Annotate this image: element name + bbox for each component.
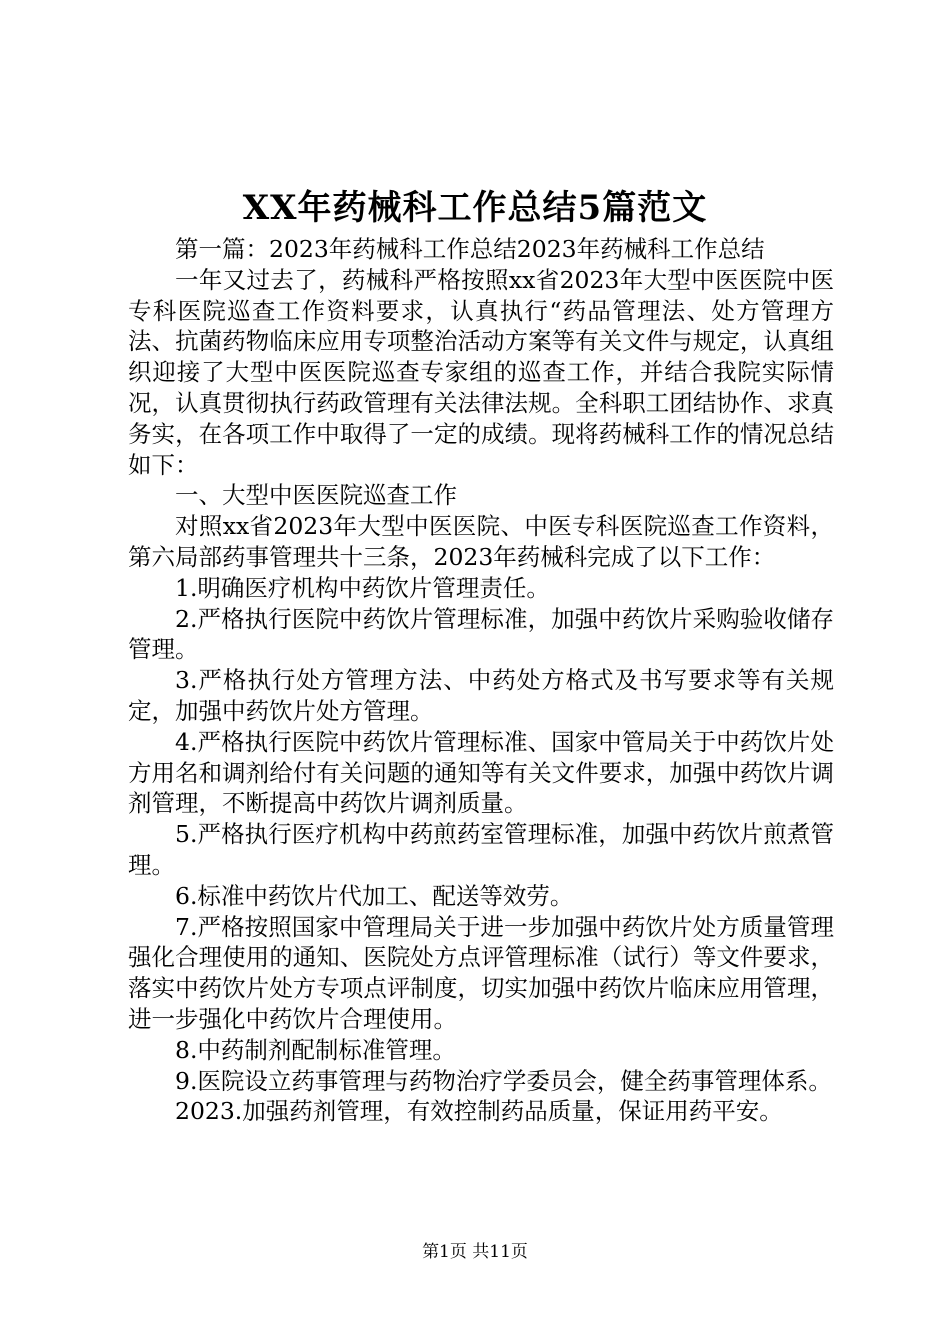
list-item: 2.严格执行医院中药饮片管理标准，加强中药饮片采购验收储存管理。	[128, 604, 834, 664]
list-item: 2023.加强药剂管理，有效控制药品质量，保证用药平安。	[175, 1097, 783, 1126]
list-item: 7.严格按照国家中管理局关于进一步加强中药饮片处方质量管理强化合理使用的通知、医院处方点评管理标准（试行）等文件要求，落实中药饮片处方专项点评制度，切实加强中药饮片临床应用管理，进一步强化中药饮片合理使用。	[128, 912, 834, 1033]
list-item: 4.严格执行医院中药饮片管理标准、国家中管局关于中药饮片处方用名和调剂给付有关问题的通知等有关文件要求，加强中药饮片调剂管理，不断提高中药饮片调剂质量。	[128, 727, 834, 818]
list-item: 9.医院设立药事管理与药物治疗学委员会，健全药事管理体系。	[175, 1066, 832, 1095]
section-heading-first: 第一篇：2023年药械科工作总结2023年药械科工作总结	[175, 235, 765, 263]
intro-paragraph: 一年又过去了，药械科严格按照xx省2023年大型中医医院中医专科医院巡查工作资料要求，认真执行“药品管理法、处方管理方法、抗菌药物临床应用专项整治活动方案等有关文件与规定，认真组织迎接了大型中医医院巡查专家组的巡查工作，并结合我院实际情况，认真贯彻执行药政管理有关法律法规。全科职工团结协作、求真务实，在各项工作中取得了一定的成绩。现将药械科工作的情况总结如下：	[128, 265, 834, 479]
list-item: 8.中药制剂配制标准管理。	[175, 1035, 456, 1064]
list-item: 1.明确医疗机构中药饮片管理责任。	[175, 573, 550, 602]
list-item: 3.严格执行处方管理方法、中药处方格式及书写要求等有关规定，加强中药饮片处方管理。	[128, 666, 834, 725]
list-item: 5.严格执行医疗机构中药煎药室管理标准，加强中药饮片煎煮管理。	[128, 820, 834, 879]
paragraph: 对照xx省2023年大型中医医院、中医专科医院巡查工作资料，第六局部药事管理共十三条，2023年药械科完成了以下工作：	[128, 512, 834, 571]
list-item: 6.标准中药饮片代加工、配送等效劳。	[175, 881, 574, 910]
document-title: XX年药械科工作总结5篇范文	[242, 188, 708, 228]
document-body	[128, 234, 834, 1127]
section-heading: 一、大型中医医院巡查工作	[175, 481, 457, 510]
page-footer: 第1页 共11页	[422, 1242, 528, 1262]
